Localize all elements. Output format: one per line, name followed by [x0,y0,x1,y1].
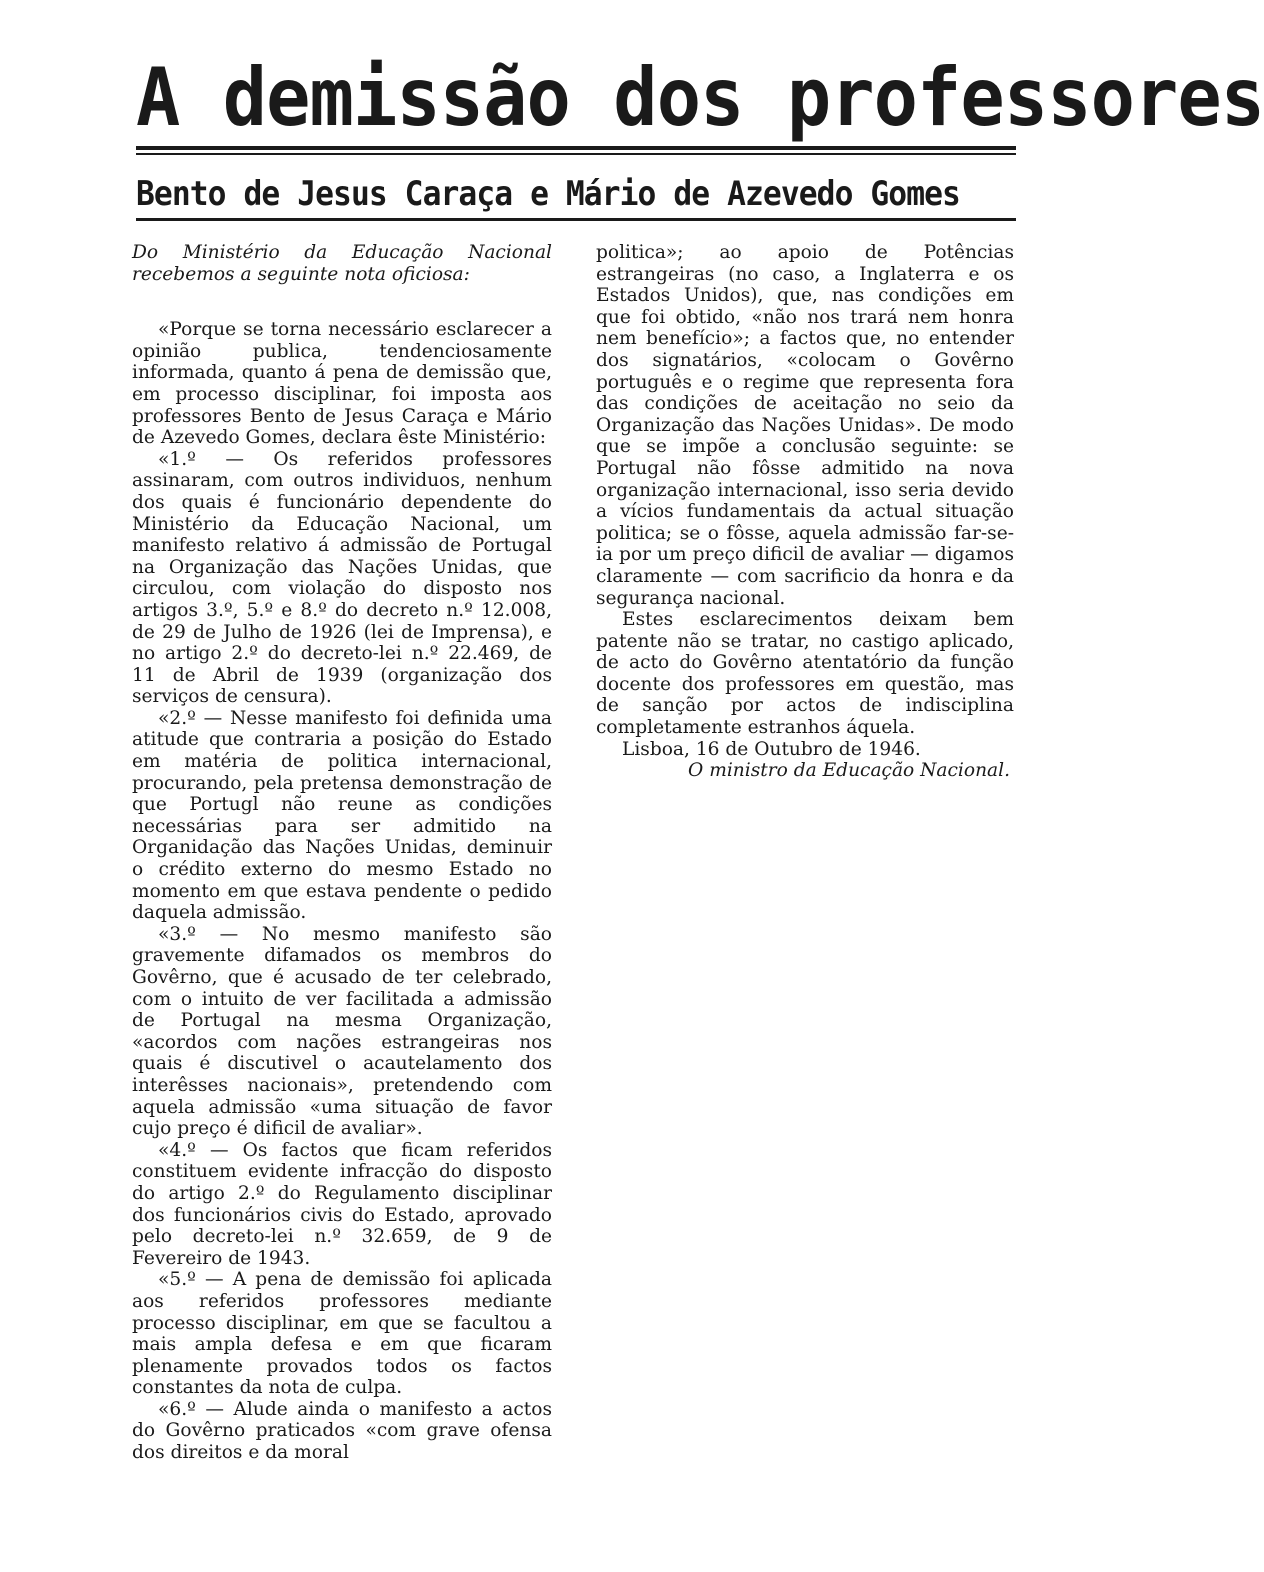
paragraph-point-1: «1.º — Os referidos professores assinaram, com outros individuos, nenhum dos quais é funcionário dependente do Ministério da Educação Nacional, um manifesto relativo á admissão de Portugal na Organização das Nações Unidas, que circulou, com violação do disposto nos artigos 3.º, 5.º e 8.º do decreto n.º 12.008, de 29 de Julho de 1926 (lei de Imprensa), e no artigo 2.º do decreto-lei n.º 22.469, de 11 de Abril de 1939 (organização dos serviços de censura). [132,448,552,708]
paragraph-point-2: «2.º — Nesse manifesto foi definida uma atitude que contraria a posição do Estado em matéria de politica internacional, procurando, pela pretensa demonstração de que Portugl não reune as condições necessárias para ser admitido na Organidação das Nações Unidas, deminuir o crédito externo do mesmo Estado no momento em que estava pendente o pedido daquela admissão. [132,707,552,924]
paragraph-point-4: «4.º — Os factos que ficam referidos constituem evidente infracção do disposto do artigo 2.º do Regulamento disciplinar dos funcionários civis do Estado, aprovado pelo decreto-lei n.º 32.659, de 9 de Fevereiro de 1943. [132,1139,552,1269]
paragraph-preamble: «Porque se torna necessário esclarecer a opinião publica, tendenciosamente informada, quanto á pena de demissão que, em processo disciplinar, foi imposta aos professores Bento de Jesus Caraça e Mário de Azevedo Gomes, declara êste Ministério: [132,319,552,449]
intro-note: Do Ministério da Educação Nacional recebemos a seguinte nota oficiosa: [132,242,552,285]
paragraph-point-5: «5.º — A pena de demissão foi aplicada aos referidos professores mediante processo disciplinar, em que se facultou a mais ampla defesa e em que ficaram plenamente provados todos os factos constantes da nota de culpa. [132,1269,552,1399]
article-title: A demissão dos professores [136,51,1264,144]
title-rule-thin [136,153,1016,155]
dateline: Lisboa, 16 de Outubro de 1946. [622,738,921,760]
paragraph-point-6: «6.º — Alude ainda o manifesto a actos do Govêrno praticados «com grave ofensa dos direitos e da moral [132,1398,552,1464]
paragraph-point-6-continued: politica»; ao apoio de Potências estrangeiras (no caso, a Inglaterra e os Estados Unidos), que, nas condições em que foi obtido, «não nos trará nem honra nem benefício»; a factos que, no entender dos signatários, «colocam o Govêrno português e o regime que representa fora das condições de aceitação no seio da Organização das Nações Unidas». De modo que se impõe a conclusão seguinte: se Portugal não fôsse admitido na nova organização internacional, isso seria devido a vícios fundamentais da actual situação politica; se o fôsse, aquela admissão far-se-ia por um preço dificil de avaliar — digamos claramente — com sacrificio da honra e da segurança nacional. [596,242,1014,609]
article-subtitle: Bento de Jesus Caraça e Mário de Azevedo Gomes [136,174,960,214]
right-column [596,242,1014,782]
left-column [132,242,552,1464]
paragraph-clarification: Estes esclarecimentos deixam bem patente não se tratar, no castigo aplicado, de acto do Govêrno atentatório da função docente dos professores em questão, mas de sanção por actos de indisciplina completamente estranhos áquela. [596,609,1014,739]
paragraph-point-3: «3.º — No mesmo manifesto são gravemente difamados os membros do Govêrno, que é acusado de ter celebrado, com o intuito de ver facilitada a admissão de Portugal na mesma Organização, «acordos com nações estrangeiras nos quais é discutivel o acautelamento dos interêsses nacionais», pretendendo com aquela admissão «uma situação de favor cujo preço é dificil de avaliar». [132,923,552,1140]
title-rule-thick [136,146,1016,150]
signature: O ministro da Educação Nacional. [688,760,1010,782]
subtitle-rule [136,218,1016,221]
